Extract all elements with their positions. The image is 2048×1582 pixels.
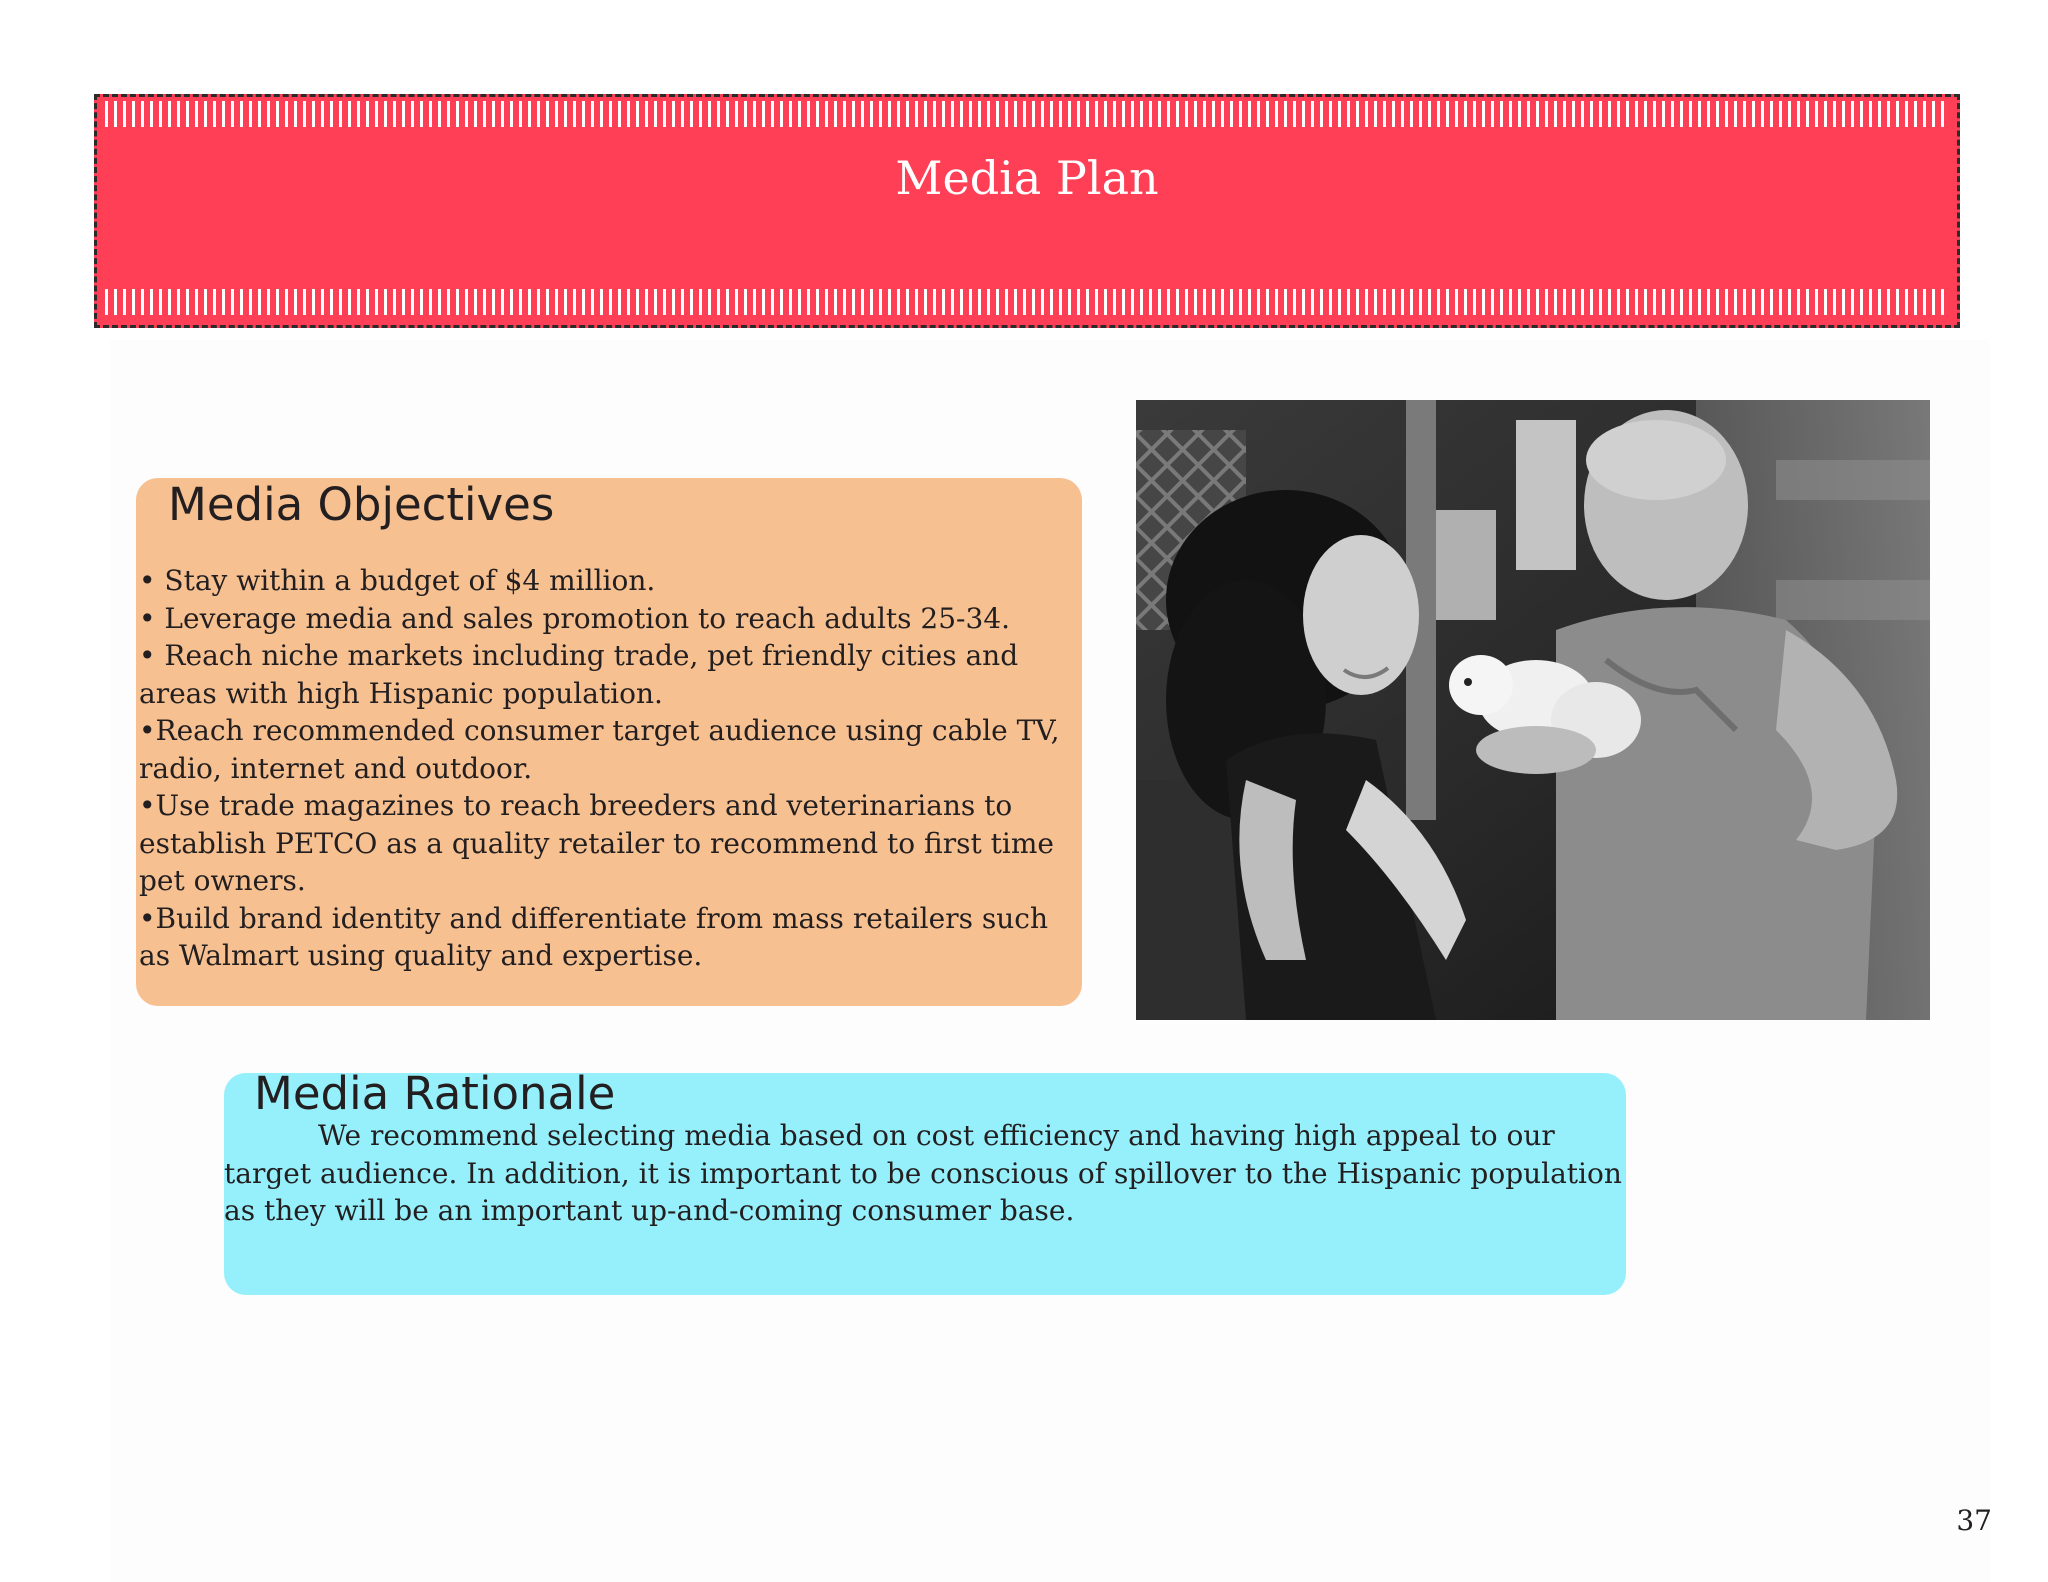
objective-item: • Reach niche markets including trade, pet friendly cities and areas with high Hispanic population. bbox=[139, 639, 1019, 710]
photo-illustration bbox=[1136, 400, 1930, 1020]
objective-item: • Stay within a budget of $4 million. bbox=[139, 564, 656, 597]
banner-stitch-top bbox=[105, 101, 1949, 127]
page-title: Media Plan bbox=[895, 151, 1159, 205]
media-rationale-box bbox=[224, 1067, 1626, 1295]
media-objectives-box bbox=[136, 478, 1082, 1006]
page-number: 37 bbox=[1956, 1504, 1992, 1537]
objective-item: •Use trade magazines to reach breeders and veterinarians to establish PETCO as a quality retailer to recommend to first time pet owners. bbox=[139, 789, 1054, 897]
media-rationale-title: Media Rationale bbox=[254, 1067, 616, 1120]
objective-item: • Leverage media and sales promotion to reach adults 25-34. bbox=[139, 601, 1011, 635]
header-banner bbox=[94, 94, 1960, 328]
media-rationale-text: We recommend selecting media based on cost efficiency and having high appeal to our target audience. In addition, it is important to be conscious of spillover to the Hispanic population as they will be an important up-and-coming consumer base. bbox=[224, 1119, 1622, 1227]
objective-item: •Build brand identity and differentiate from mass retailers such as Walmart using quality and expertise. bbox=[139, 901, 1048, 972]
banner-stitch-bottom bbox=[105, 289, 1949, 315]
couple-with-puppy-photo bbox=[1136, 400, 1930, 1020]
media-objectives-title: Media Objectives bbox=[168, 478, 555, 531]
objective-item: •Reach recommended consumer target audience using cable TV, radio, internet and outdoor. bbox=[139, 714, 1060, 785]
media-objectives-list bbox=[139, 562, 1079, 975]
